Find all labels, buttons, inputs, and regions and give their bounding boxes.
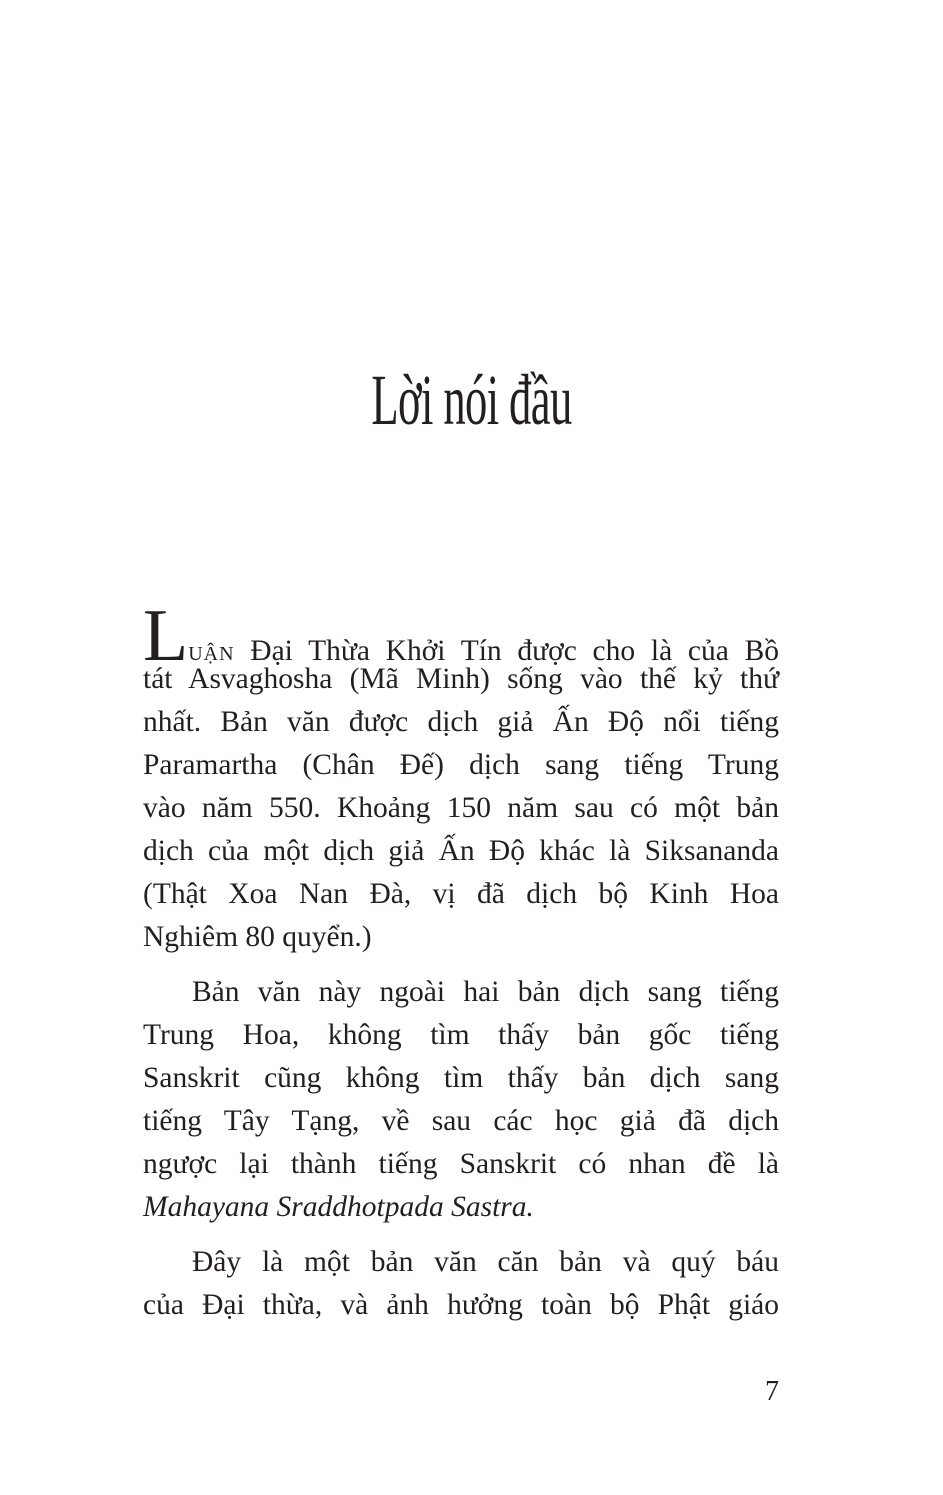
small-caps: UẬN [188, 643, 235, 665]
paragraph-1-line: dịch của một dịch giả Ấn Độ khác là Siksananda [143, 835, 779, 867]
paragraph-1-line: Nghiêm 80 quyển.) [143, 921, 372, 953]
paragraph-2-line: ngược lại thành tiếng Sanskrit có nhan đề là [143, 1148, 779, 1180]
paragraph-2-line [143, 1186, 779, 1229]
paragraph-1-line [143, 595, 779, 677]
paragraph-2-line: Trung Hoa, không tìm thấy bản gốc tiếng [143, 1019, 779, 1051]
paragraph-2-line: Sanskrit cũng không tìm thấy bản dịch sang [143, 1062, 779, 1094]
body-text [143, 595, 779, 1327]
paragraph-3-line: Đây là một bản văn căn bản và quý báu [192, 1246, 779, 1278]
italic-title: Mahayana Sraddhotpada Sastra. [143, 1191, 534, 1223]
line-text: Đại Thừa Khởi Tín được cho là của Bồ [234, 635, 779, 667]
drop-cap: L [143, 595, 189, 677]
paragraph-3-line: của Đại thừa, và ảnh hưởng toàn bộ Phật giáo [143, 1289, 779, 1321]
paragraph-1-line: (Thật Xoa Nan Đà, vị đã dịch bộ Kinh Hoa [143, 878, 779, 910]
paragraph-2-line: tiếng Tây Tạng, về sau các học giả đã dịch [143, 1105, 779, 1137]
paragraph-1-line: tát Asvaghosha (Mã Minh) sống vào thế kỷ thứ [143, 663, 779, 695]
page-number: 7 [765, 1376, 779, 1407]
paragraph-1-line: Paramartha (Chân Đế) dịch sang tiếng Trung [143, 749, 779, 781]
paragraph-1-line: vào năm 550. Khoảng 150 năm sau có một bản [143, 792, 779, 824]
chapter-title: Lời nói đầu [371, 360, 572, 440]
paragraph-1-line: nhất. Bản văn được dịch giả Ấn Độ nổi tiếng [143, 706, 779, 738]
paragraph-2-line: Bản văn này ngoài hai bản dịch sang tiếng [192, 976, 779, 1008]
